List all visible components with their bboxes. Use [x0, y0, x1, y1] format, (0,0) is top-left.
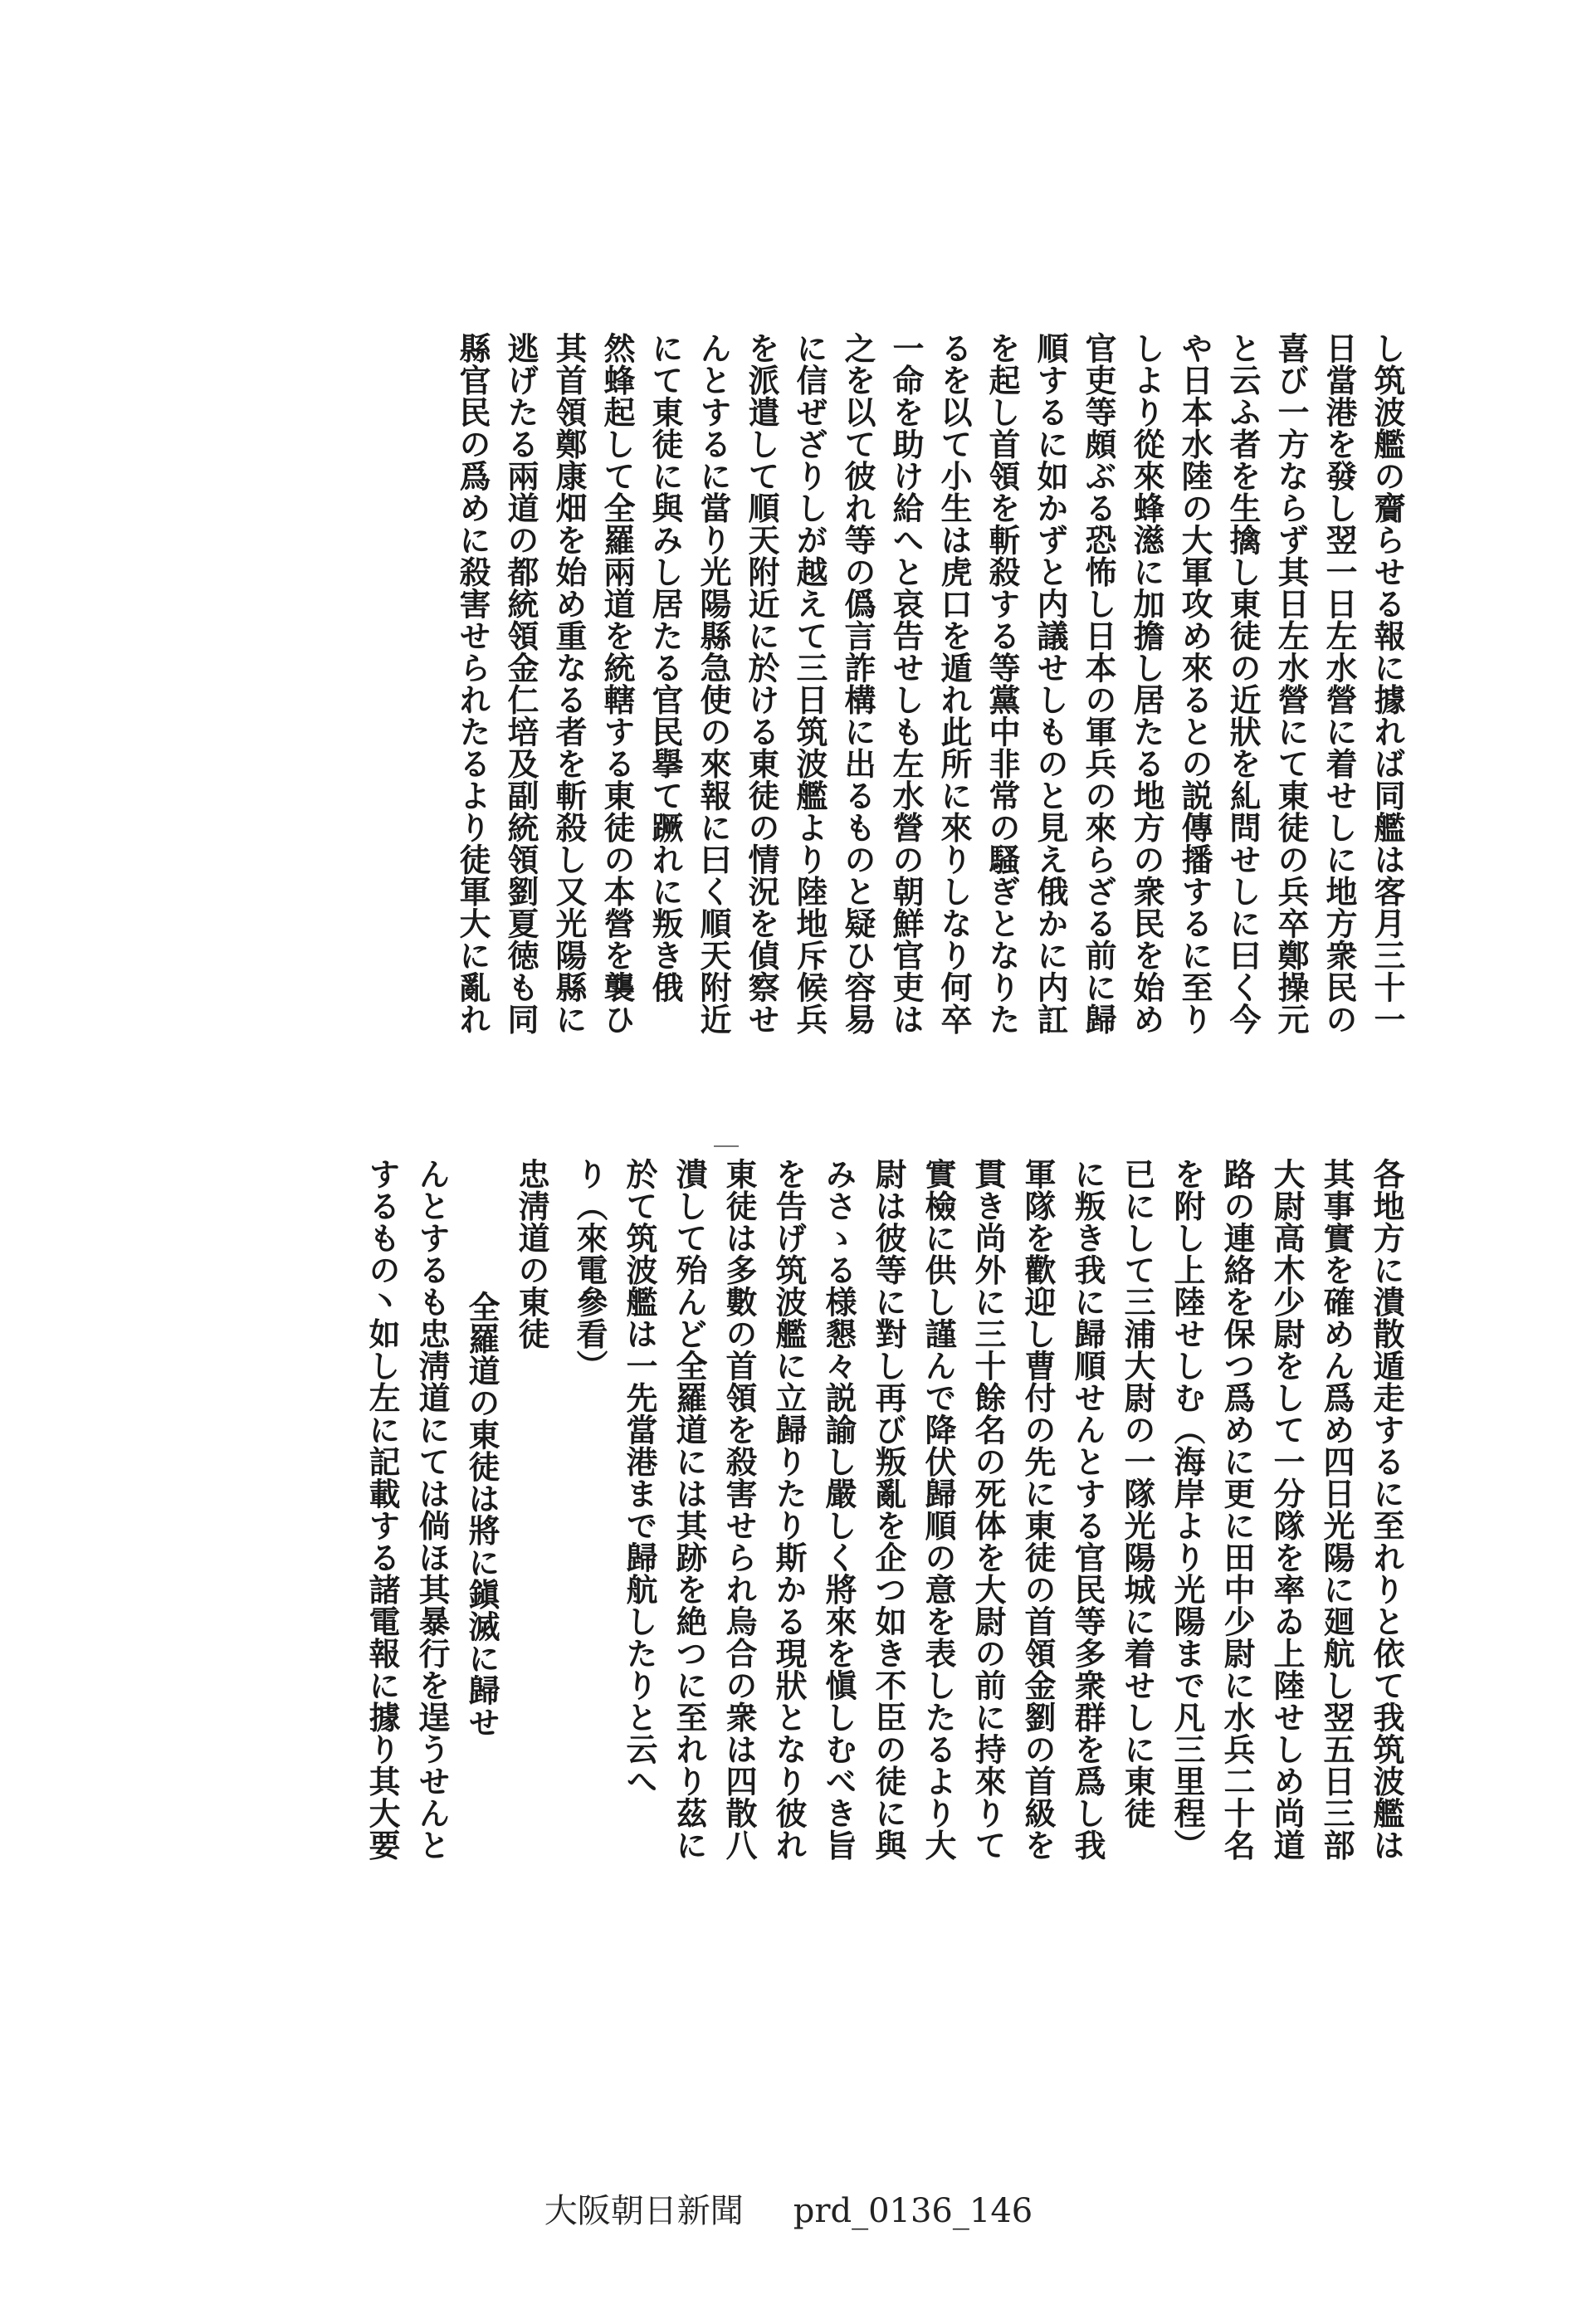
- text-column: みさゝる様懇々説諭し嚴しく將來を愼しむべき旨: [820, 1158, 857, 1861]
- text-column: り（來電參看）: [571, 1158, 608, 1382]
- text-column: 喜び一方ならず其日左水營にて東徒の兵卒鄭操元: [1272, 332, 1310, 1035]
- text-column: 然蜂起して全羅兩道を統轄する東徒の本營を襲ひ: [598, 332, 636, 1035]
- text-column: 大尉高木少尉をして一分隊を率ゐ上陸せしめ尚道: [1268, 1158, 1306, 1861]
- text-column: 東徒は多數の首領を殺害せられ烏合の衆は四散八: [720, 1158, 758, 1861]
- text-column: 順するに如かずと内議せしものと見え俄かに内訌: [1032, 332, 1069, 1035]
- text-column: 於て筑波艦は一先當港まで歸航したりと云へ: [621, 1158, 658, 1797]
- text-column: を派遣して順天附近に於ける東徒の情況を偵察せ: [743, 332, 780, 1035]
- page-footer: [0, 2185, 1577, 2232]
- text-column: 貫き尚外に三十餘名の死体を大尉の前に持來りて: [969, 1158, 1007, 1861]
- section-heading: 忠淸道の東徒: [513, 1158, 550, 1350]
- text-column: 全羅道の東徒は將に鎭滅に歸せ: [463, 1291, 500, 1738]
- text-column: 之を以て彼れ等の僞言詐構に出るものと疑ひ容易: [839, 332, 876, 1035]
- text-column: するもの丶如し左に記載する諸電報に據り其大要: [364, 1158, 401, 1861]
- text-column: に信ぜざりしが越えて三日筑波艦より陸地斥候兵: [791, 332, 828, 1035]
- text-column: んとするも忠淸道にては倘ほ其暴行を逞うせんと: [413, 1158, 451, 1861]
- text-column: を告げ筑波艦に立歸りたり斯かる現狀となり彼れ: [770, 1158, 808, 1861]
- text-column: 尉は彼等に對し再び叛亂を企つ如き不臣の徒に與: [870, 1158, 907, 1861]
- text-column: と云ふ者を生擒し東徒の近狀を糺問せしに曰く今: [1224, 332, 1262, 1035]
- text-column: 已にして三浦大尉の一隊光陽城に着せしに東徒: [1119, 1158, 1156, 1829]
- article-lower-right-block: [571, 1158, 1411, 2021]
- section-divider: [714, 1145, 739, 1147]
- text-column: を起し首領を斬殺する等黨中非常の騷ぎとなりた: [984, 332, 1021, 1035]
- text-column: 縣官民の爲めに殺害せられたるより徒軍大に亂れ: [454, 332, 491, 1035]
- text-column: 逃げたる兩道の都統領金仁培及副統領劉夏徳も同: [502, 332, 540, 1035]
- text-column: 其事實を確めん爲め四日光陽に廻航し翌五日三部: [1318, 1158, 1355, 1861]
- text-column: 潰して殆んど全羅道には其跡を絶つに至れり茲に: [671, 1158, 708, 1861]
- text-column: し筑波艦の齎らせる報に據れば同艦は客月三十一: [1369, 332, 1406, 1035]
- article-lower-left-block: [208, 1158, 556, 2021]
- text-column: 實檢に供し謹んで降伏歸順の意を表したるより大: [920, 1158, 957, 1861]
- text-column: 一命を助け給へと哀告せしも左水營の朝鮮官吏は: [887, 332, 925, 1035]
- newspaper-name: 大阪朝日新聞: [544, 2192, 744, 2230]
- text-column: るを以て小生は虎口を遁れ此所に來りしなり何卒: [935, 332, 973, 1035]
- text-column: 官吏等頗ぶる恐怖し日本の軍兵の來らざる前に歸: [1080, 332, 1117, 1035]
- text-column: を附し上陸せしむ（海岸より光陽まで凡三里程）: [1169, 1158, 1206, 1861]
- text-column: んとするに當り光陽縣急使の來報に曰く順天附近: [695, 332, 732, 1035]
- article-upper-block: [208, 332, 1411, 1096]
- text-column: に叛き我に歸順せんとする官民等多衆群を爲し我: [1069, 1158, 1106, 1861]
- text-column: にて東徒に與みし居たる官民擧て蹶れに叛き俄: [647, 332, 684, 1003]
- text-column: しより從來蜂濨に加擔し居たる地方の衆民を始め: [1128, 332, 1165, 1035]
- text-column: 軍隊を歡迎し曹付の先に東徒の首領金劉の首級を: [1019, 1158, 1057, 1861]
- text-column: 日當港を發し翌一日左水營に着せしに地方衆民の: [1321, 332, 1358, 1035]
- text-column: 路の連絡を保つ爲めに更に田中少尉に水兵二十名: [1218, 1158, 1256, 1861]
- text-column: や日本水陸の大軍攻め來るとの説傳播するに至り: [1176, 332, 1213, 1035]
- text-column: 各地方に潰散遁走するに至れりと依て我筑波艦は: [1368, 1158, 1405, 1861]
- page-identifier: prd_0136_146: [793, 2192, 1033, 2230]
- text-column: 其首領鄭康畑を始め重なる者を斬殺し又光陽縣に: [550, 332, 588, 1035]
